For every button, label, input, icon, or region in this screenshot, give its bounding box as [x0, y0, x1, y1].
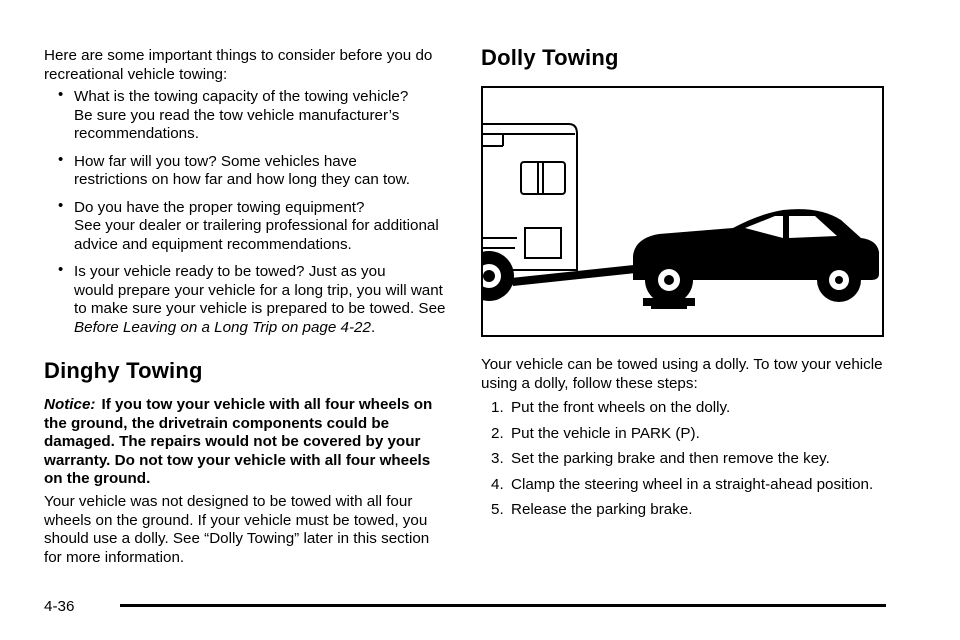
intro-paragraph: Here are some important things to consider before you do recreational vehicle towing: — [44, 47, 433, 83]
step-number: 2. — [491, 424, 504, 442]
footer-divider — [120, 604, 886, 607]
bullet-detail: Be sure you read the tow vehicle manufacturer’s recommendations. — [74, 106, 400, 142]
dinghy-body-paragraph: Your vehicle was not designed to be towed with all four wheels on the ground. If your vehicle must be towed, you should use a dolly. See “Dolly Towing” later in this section for more information. — [44, 493, 430, 566]
bullet-detail: would prepare your vehicle for a long trip, you will want to make sure your vehicle is prepared to be towed. See Before Leaving on a Long Trip on page 4-22. — [74, 281, 446, 336]
list-item — [491, 450, 911, 469]
list-item — [491, 476, 911, 495]
car-graphic — [633, 209, 879, 304]
notice-label: Notice: — [44, 396, 96, 413]
dolly-steps-list — [491, 399, 911, 527]
dolly-graphic — [643, 298, 695, 309]
list-item — [491, 425, 911, 444]
step-text: Put the vehicle in PARK (P). — [511, 424, 700, 442]
step-number: 4. — [491, 475, 504, 493]
bullet-question: What is the towing capacity of the towing vehicle? — [74, 88, 409, 105]
step-text: Put the front wheels on the dolly. — [511, 399, 731, 416]
dinghy-towing-heading: Dinghy Towing — [44, 358, 203, 383]
notice-block — [44, 396, 444, 489]
towing-illustration-svg — [483, 88, 882, 335]
step-number: 1. — [491, 399, 504, 416]
bullet-icon: • — [58, 86, 64, 103]
bullet-question: Is your vehicle ready to be towed? Just as you — [74, 263, 386, 280]
bullet-icon: • — [58, 196, 64, 214]
bullet-detail: restrictions on how far and how long they can tow. — [74, 171, 411, 188]
bullet-icon: • — [58, 150, 64, 168]
list-item — [491, 399, 911, 418]
page-number: 4-36 — [44, 598, 75, 615]
dolly-intro-paragraph: Your vehicle can be towed using a dolly. To tow your vehicle using a dolly, follow these steps: — [481, 356, 883, 392]
list-item — [44, 150, 454, 190]
step-number: 5. — [491, 501, 504, 518]
cross-reference-link[interactable]: Before Leaving on a Long Trip on page 4-22 — [74, 318, 371, 336]
list-item — [491, 501, 911, 520]
step-number: 3. — [491, 450, 504, 467]
motorhome-graphic — [483, 124, 577, 270]
list-item — [44, 263, 454, 337]
bullet-detail: See your dealer or trailering professional for additional advice and equipment recommendations. — [74, 217, 439, 253]
step-text: Set the parking brake and then remove the key. — [511, 450, 830, 467]
dolly-towing-illustration — [481, 86, 884, 337]
bullet-question: How far will you tow? Some vehicles have — [74, 152, 357, 170]
step-text: Release the parking brake. — [511, 501, 693, 518]
notice-text: If you tow your vehicle with all four wheels on the ground, the drivetrain components could be damaged. The repairs would not be covered by your warranty. Do not tow your vehicle with all four wheels on the ground. — [44, 396, 433, 487]
list-item — [44, 196, 454, 255]
bullet-question: Do you have the proper towing equipment? — [74, 198, 365, 216]
towing-considerations-list — [44, 88, 454, 346]
bullet-icon: • — [58, 261, 64, 278]
motorhome-wheel-graphic — [483, 251, 514, 301]
dolly-towing-heading: Dolly Towing — [481, 45, 619, 70]
step-text: Clamp the steering wheel in a straight-ahead position. — [511, 475, 874, 493]
list-item — [44, 88, 454, 144]
